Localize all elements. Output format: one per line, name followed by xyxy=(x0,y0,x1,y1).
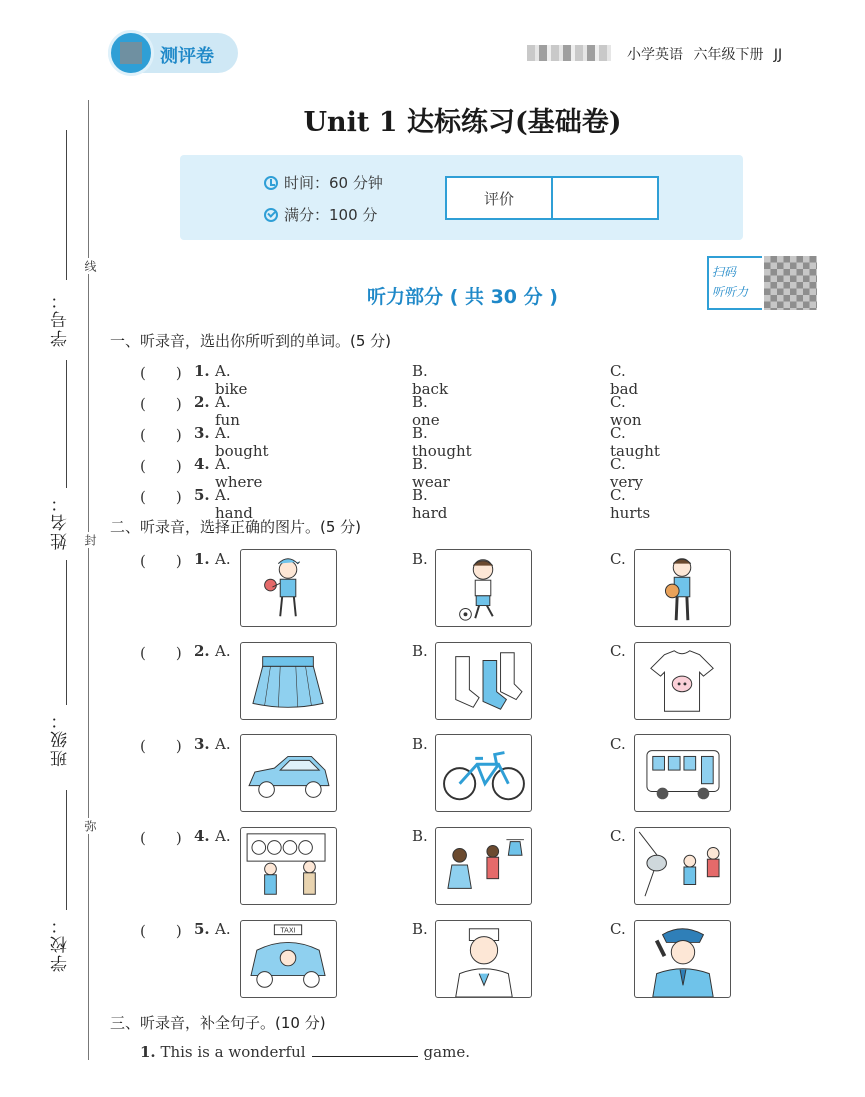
option-c-label: C. xyxy=(610,735,626,753)
option-c: C. bad xyxy=(610,362,639,398)
school-blank[interactable] xyxy=(66,790,67,910)
badge-logo-icon xyxy=(108,30,154,76)
option-b-label: B. xyxy=(412,735,428,753)
ball-shop-icon[interactable] xyxy=(240,827,337,905)
option-a-label: A. xyxy=(215,642,231,660)
policeman-icon[interactable] xyxy=(634,920,731,998)
question-number: 5. xyxy=(194,920,210,938)
option-b: B. one xyxy=(412,393,440,429)
question-number: 1. xyxy=(140,1043,156,1061)
option-a: A. where xyxy=(215,455,263,491)
option-b: B. wear xyxy=(412,455,450,491)
question-number: 2. xyxy=(194,642,210,660)
name-blank[interactable] xyxy=(66,360,67,488)
option-c: C. hurts xyxy=(610,486,651,522)
option-c: C. taught xyxy=(610,424,660,460)
seal-mark: 封 xyxy=(83,534,97,546)
bind-mark: 弥 xyxy=(83,820,97,832)
option-a: A. bike xyxy=(215,362,248,398)
clock-icon xyxy=(264,176,278,190)
option-b-label: B. xyxy=(412,642,428,660)
school-label: 学校： xyxy=(51,915,71,972)
student-id-blank[interactable] xyxy=(66,130,67,280)
part2-title: 二、听录音，选择正确的图片。(5 分) xyxy=(110,518,362,536)
blurred-publisher xyxy=(527,45,611,61)
question-number: 3. xyxy=(194,424,210,442)
qr-caption-line1: 扫码 xyxy=(712,265,737,279)
answer-paren[interactable]: ( ) xyxy=(140,644,182,662)
binding-line xyxy=(88,100,89,1060)
question-number: 4. xyxy=(194,827,210,845)
score-text: 满分：100 分 xyxy=(284,206,378,224)
evaluation-label: 评价 xyxy=(447,178,553,218)
doctor-icon[interactable] xyxy=(435,920,532,998)
part1-title: 一、听录音，选出你所听到的单词。(5 分) xyxy=(110,332,392,350)
option-a: A. hand xyxy=(215,486,253,522)
boy-ball-icon[interactable] xyxy=(634,549,731,627)
option-c-label: C. xyxy=(610,550,626,568)
class-blank[interactable] xyxy=(66,560,67,705)
car-icon[interactable] xyxy=(240,734,337,812)
question-number: 5. xyxy=(194,486,210,504)
answer-paren[interactable]: ( ) xyxy=(140,457,182,475)
bus-icon[interactable] xyxy=(634,734,731,812)
option-c-label: C. xyxy=(610,642,626,660)
option-c: C. very xyxy=(610,455,643,491)
answer-paren[interactable]: ( ) xyxy=(140,488,182,506)
zoo-icon[interactable] xyxy=(634,827,731,905)
answer-paren[interactable]: ( ) xyxy=(140,922,182,940)
question-number: 1. xyxy=(194,550,210,568)
boy-football-icon[interactable] xyxy=(435,549,532,627)
option-c-label: C. xyxy=(610,827,626,845)
header-info xyxy=(627,44,782,64)
answer-paren[interactable]: ( ) xyxy=(140,364,182,382)
line-mark: 线 xyxy=(83,260,97,272)
answer-paren[interactable]: ( ) xyxy=(140,552,182,570)
option-b: B. back xyxy=(412,362,449,398)
grade: 六年级下册 xyxy=(693,47,764,63)
question-number: 1. xyxy=(194,362,210,380)
q1-text-before: This is a wonderful xyxy=(160,1043,306,1061)
score-line xyxy=(264,204,377,225)
answer-paren[interactable]: ( ) xyxy=(140,829,182,847)
edition: JJ xyxy=(773,47,783,63)
taxi-driver-icon[interactable] xyxy=(240,920,337,998)
taxi-sign: TAXI xyxy=(280,926,296,935)
page-title: Unit 1 达标练习(基础卷) xyxy=(303,107,622,138)
question-number: 2. xyxy=(194,393,210,411)
subject: 小学英语 xyxy=(627,47,683,63)
q1-text-after: game. xyxy=(423,1043,470,1061)
t-shirt-icon[interactable] xyxy=(634,642,731,720)
part3-title: 三、听录音，补全句子。(10 分) xyxy=(110,1014,326,1032)
option-b-label: B. xyxy=(412,827,428,845)
clothes-shop-icon[interactable] xyxy=(435,827,532,905)
question-number: 4. xyxy=(194,455,210,473)
qr-caption-line2: 听听力 xyxy=(712,285,749,299)
answer-blank[interactable] xyxy=(312,1043,418,1057)
name-label: 姓名： xyxy=(51,493,71,550)
student-id-label: 学号： xyxy=(51,290,71,347)
option-c-label: C. xyxy=(610,920,626,938)
question-number: 3. xyxy=(194,735,210,753)
evaluation-value[interactable] xyxy=(553,178,657,218)
option-b: B. thought xyxy=(412,424,472,460)
option-a-label: A. xyxy=(215,550,231,568)
option-a: A. bought xyxy=(215,424,269,460)
bicycle-icon[interactable] xyxy=(435,734,532,812)
badge-label: 测评卷 xyxy=(160,46,214,67)
time-text: 时间：60 分钟 xyxy=(284,174,383,192)
check-icon xyxy=(264,208,278,222)
option-a-label: A. xyxy=(215,920,231,938)
skirt-icon[interactable] xyxy=(240,642,337,720)
section-title: 听力部分 ( 共 30 分 ) xyxy=(367,286,558,308)
answer-paren[interactable]: ( ) xyxy=(140,737,182,755)
option-a-label: A. xyxy=(215,827,231,845)
answer-paren[interactable]: ( ) xyxy=(140,395,182,413)
answer-paren[interactable]: ( ) xyxy=(140,426,182,444)
option-c: C. won xyxy=(610,393,642,429)
evaluation-box xyxy=(445,176,659,220)
option-a-label: A. xyxy=(215,735,231,753)
option-b-label: B. xyxy=(412,920,428,938)
option-a: A. fun xyxy=(215,393,240,429)
option-b: B. hard xyxy=(412,486,448,522)
time-line xyxy=(264,172,383,193)
class-label: 班级： xyxy=(51,710,71,767)
option-b-label: B. xyxy=(412,550,428,568)
socks-icon[interactable] xyxy=(435,642,532,720)
boy-ping-pong-icon[interactable] xyxy=(240,549,337,627)
